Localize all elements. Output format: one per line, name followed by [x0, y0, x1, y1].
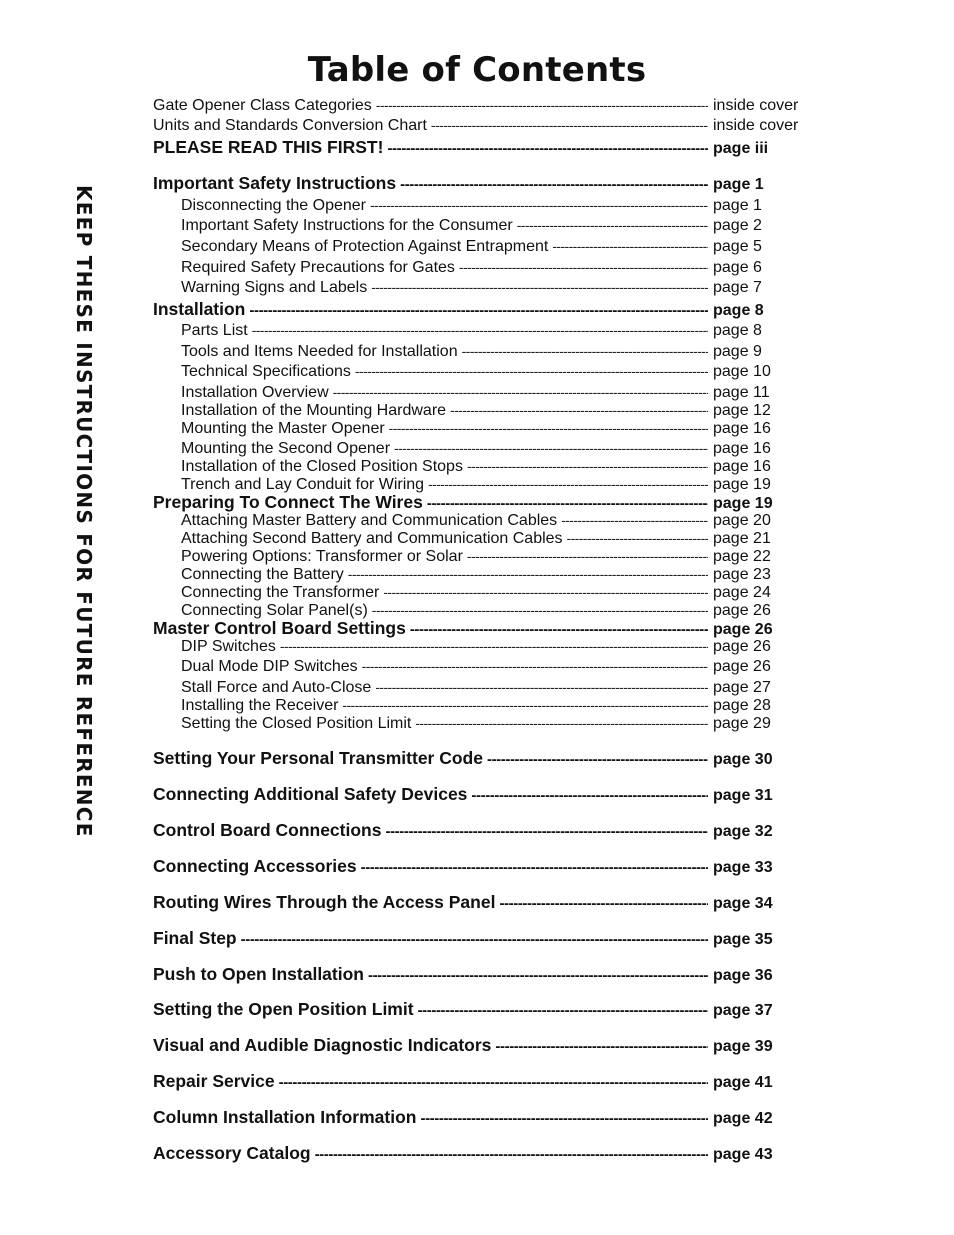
toc-subentry	[181, 438, 813, 458]
toc-entry-page: page 16	[713, 458, 771, 475]
toc-entry-page: page 10	[713, 363, 771, 380]
dotted-leader	[487, 750, 708, 770]
toc-subentry	[181, 564, 813, 584]
toc-entry-label: Installation Overview	[181, 384, 329, 401]
dotted-leader	[431, 115, 708, 135]
toc-entry-page: page 26	[713, 638, 771, 655]
toc-entry-label: Setting Your Personal Transmitter Code	[153, 748, 483, 768]
toc-entry-page: page 9	[713, 343, 762, 360]
toc-entry-label: Installing the Receiver	[181, 697, 339, 714]
toc-entry	[153, 137, 813, 157]
toc-entry-label: Push to Open Installation	[153, 964, 364, 984]
dotted-leader	[420, 1109, 708, 1129]
toc-subentry	[181, 215, 813, 235]
toc-entry-label: Column Installation Information	[153, 1107, 417, 1127]
toc-entry-page: page 43	[713, 1146, 773, 1163]
toc-entry-label: Important Safety Instructions	[153, 173, 397, 193]
toc-entry-page: page 42	[713, 1110, 773, 1127]
dotted-leader	[376, 95, 708, 115]
toc-entry-label: Final Step	[153, 928, 237, 948]
toc-entry	[153, 1035, 813, 1055]
dotted-leader	[387, 139, 708, 159]
dotted-leader	[450, 400, 708, 420]
toc-entry-page: page 29	[713, 715, 771, 732]
dotted-leader	[415, 713, 708, 733]
toc-entry-page: page 2	[713, 217, 762, 234]
dotted-leader	[459, 257, 708, 277]
dotted-leader	[561, 510, 708, 530]
toc-entry-label: Control Board Connections	[153, 820, 382, 840]
toc-entry-page: page 22	[713, 548, 771, 565]
toc-entry	[153, 95, 813, 115]
toc-entry-label: Connecting Accessories	[153, 856, 357, 876]
toc-entry	[153, 820, 813, 840]
dotted-leader	[361, 858, 708, 878]
toc-entry-label: Dual Mode DIP Switches	[181, 658, 358, 675]
dotted-leader	[428, 474, 708, 494]
dotted-leader	[280, 636, 708, 656]
toc-subentry	[181, 677, 813, 697]
toc-entry-label: Installation of the Closed Position Stops	[181, 458, 463, 475]
toc-entry	[153, 748, 813, 768]
toc-entry-label: Trench and Lay Conduit for Wiring	[181, 476, 425, 493]
toc-entry-page: page 37	[713, 1002, 773, 1019]
toc-entry-label: DIP Switches	[181, 638, 276, 655]
toc-entry-label: Setting the Closed Position Limit	[181, 715, 412, 732]
toc-entry-label: Routing Wires Through the Access Panel	[153, 892, 496, 912]
toc-entry-page: page 26	[713, 658, 771, 675]
toc-subentry	[181, 695, 813, 715]
toc-entry-label: Units and Standards Conversion Chart	[153, 117, 427, 134]
toc-subentry	[181, 528, 813, 548]
toc-entry	[153, 173, 813, 193]
toc-subentry	[181, 195, 813, 215]
toc-subentry	[181, 510, 813, 530]
toc-entry	[153, 299, 813, 319]
toc-entry-label: Tools and Items Needed for Installation	[181, 343, 458, 360]
dotted-leader	[279, 1073, 708, 1093]
toc-entry-page: page 19	[713, 476, 771, 493]
toc-entry-label: Important Safety Instructions for the Consumer	[181, 217, 513, 234]
toc-entry-page: page 41	[713, 1074, 773, 1091]
dotted-leader	[252, 320, 708, 340]
toc-subentry	[181, 713, 813, 733]
toc-subentry	[181, 600, 813, 620]
toc-entry-page: page 8	[713, 302, 764, 319]
dotted-leader	[552, 236, 708, 256]
toc-subentry	[181, 236, 813, 256]
toc-entry	[153, 115, 813, 135]
toc-entry-label: Gate Opener Class Categories	[153, 97, 372, 114]
toc-entry-page: inside cover	[713, 117, 799, 134]
toc-entry-label: Warning Signs and Labels	[181, 279, 368, 296]
dotted-leader	[517, 215, 708, 235]
dotted-leader	[241, 930, 708, 950]
dotted-leader	[342, 695, 708, 715]
dotted-leader	[467, 456, 708, 476]
toc-entry	[153, 618, 813, 638]
toc-subentry	[181, 341, 813, 361]
toc-entry-page: page 35	[713, 931, 773, 948]
toc-entry-label: Connecting Additional Safety Devices	[153, 784, 468, 804]
toc-subentry	[181, 636, 813, 656]
toc-subentry	[181, 456, 813, 476]
dotted-leader	[495, 1037, 708, 1057]
toc-entry-page: page 31	[713, 787, 773, 804]
dotted-leader	[567, 528, 708, 548]
toc-entry	[153, 784, 813, 804]
dotted-leader	[372, 600, 708, 620]
toc-entry-page: page 1	[713, 176, 764, 193]
dotted-leader	[333, 382, 708, 402]
dotted-leader	[315, 1145, 708, 1165]
toc-entry-label: Setting the Open Position Limit	[153, 999, 414, 1019]
toc-entry-page: page 32	[713, 823, 773, 840]
toc-entry-page: page 20	[713, 512, 771, 529]
toc-entry-page: page 23	[713, 566, 771, 583]
toc-subentry	[181, 418, 813, 438]
side-banner	[70, 185, 110, 1025]
dotted-leader	[348, 564, 708, 584]
toc-entry-page: page 16	[713, 440, 771, 457]
dotted-leader	[383, 582, 708, 602]
dotted-leader	[375, 677, 708, 697]
toc-entry-page: page 11	[713, 384, 770, 401]
toc-entry-page: page 8	[713, 322, 762, 339]
toc-entry-label: Technical Specifications	[181, 363, 351, 380]
toc-entry-label: PLEASE READ THIS FIRST!	[153, 137, 384, 157]
toc-entry-page: page 39	[713, 1038, 773, 1055]
toc-entry-page: page 5	[713, 238, 762, 255]
dotted-leader	[371, 277, 708, 297]
toc-entry	[153, 928, 813, 948]
toc-entry-label: Installation	[153, 299, 246, 319]
toc-entry	[153, 1143, 813, 1163]
toc-entry-label: Connecting the Transformer	[181, 584, 380, 601]
dotted-leader	[385, 822, 708, 842]
toc-entry	[153, 1071, 813, 1091]
toc-subentry	[181, 257, 813, 277]
dotted-leader	[368, 966, 708, 986]
toc-entry-page: page 21	[713, 530, 771, 547]
dotted-leader	[418, 1001, 708, 1021]
toc-entry-label: Required Safety Precautions for Gates	[181, 259, 455, 276]
toc-entry-label: Mounting the Master Opener	[181, 420, 385, 437]
dotted-leader	[355, 361, 708, 381]
toc-entry-page: page 24	[713, 584, 771, 601]
page-title: Table of Contents	[307, 50, 647, 90]
toc-entry-label: Repair Service	[153, 1071, 275, 1091]
toc-entry	[153, 999, 813, 1019]
dotted-leader	[400, 175, 708, 195]
toc-entry-label: Installation of the Mounting Hardware	[181, 402, 447, 419]
toc-entry-page: page 30	[713, 751, 773, 768]
toc-entry-page: page 34	[713, 895, 773, 912]
toc-entry-page: page 36	[713, 967, 773, 984]
toc-entry-page: page 28	[713, 697, 771, 714]
toc-subentry	[181, 361, 813, 381]
dotted-leader	[499, 894, 708, 914]
dotted-leader	[471, 786, 708, 806]
toc-entry-label: Secondary Means of Protection Against Entrapment	[181, 238, 549, 255]
toc-entry-label: Master Control Board Settings	[153, 618, 406, 638]
toc-entry	[153, 856, 813, 876]
dotted-leader	[467, 546, 708, 566]
toc-entry-page: page 33	[713, 859, 773, 876]
toc-subentry	[181, 277, 813, 297]
toc-entry-label: Powering Options: Transformer or Solar	[181, 548, 463, 565]
toc-entry	[153, 964, 813, 984]
toc-entry	[153, 1107, 813, 1127]
toc-entry-label: Connecting the Battery	[181, 566, 344, 583]
toc-entry	[153, 492, 813, 512]
toc-entry-label: Connecting Solar Panel(s)	[181, 602, 368, 619]
toc-entry-label: Attaching Master Battery and Communication Cables	[181, 512, 558, 529]
toc-entry-page: page 19	[713, 495, 773, 512]
dotted-leader	[462, 341, 708, 361]
dotted-leader	[389, 418, 708, 438]
toc-entry-page: page 6	[713, 259, 762, 276]
toc-entry-label: Preparing To Connect The Wires	[153, 492, 423, 512]
toc-entry-label: Attaching Second Battery and Communication Cables	[181, 530, 563, 547]
toc-subentry	[181, 546, 813, 566]
dotted-leader	[362, 656, 708, 676]
toc-subentry	[181, 320, 813, 340]
toc-subentry	[181, 582, 813, 602]
toc-entry-page: page 1	[713, 197, 762, 214]
toc-entry-label: Visual and Audible Diagnostic Indicators	[153, 1035, 492, 1055]
toc-entry-page: inside cover	[713, 97, 799, 114]
toc-subentry	[181, 400, 813, 420]
dotted-leader	[394, 438, 708, 458]
toc-entry-label: Parts List	[181, 322, 248, 339]
toc-entry-page: page 16	[713, 420, 771, 437]
dotted-leader	[249, 301, 708, 321]
toc-entry-label: Disconnecting the Opener	[181, 197, 366, 214]
toc-entry-label: Mounting the Second Opener	[181, 440, 391, 457]
toc-subentry	[181, 382, 813, 402]
toc-entry-label: Accessory Catalog	[153, 1143, 311, 1163]
side-banner-text: KEEP THESE INSTRUCTIONS FOR FUTURE REFERENCE	[72, 185, 96, 838]
dotted-leader	[370, 195, 708, 215]
toc-entry-page: page 7	[713, 279, 762, 296]
toc-subentry	[181, 656, 813, 676]
toc-entry-page: page 26	[713, 602, 771, 619]
toc-entry	[153, 892, 813, 912]
toc-entry-page: page 26	[713, 621, 773, 638]
toc-entry-label: Stall Force and Auto-Close	[181, 679, 372, 696]
toc-entry-page: page 27	[713, 679, 771, 696]
toc-subentry	[181, 474, 813, 494]
toc-entry-page: page 12	[713, 402, 771, 419]
toc-entry-page: page iii	[713, 140, 769, 157]
